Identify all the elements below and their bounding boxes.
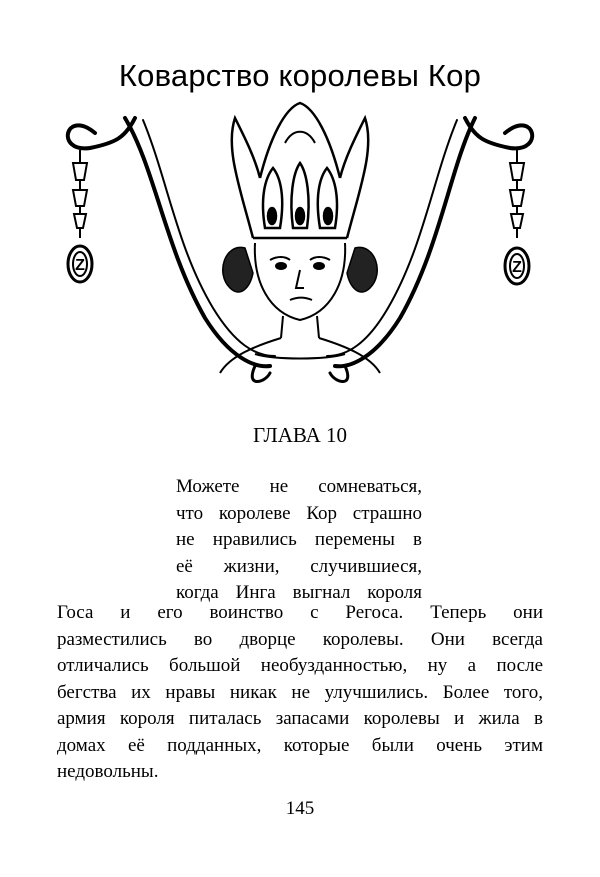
queen-face: [255, 243, 345, 320]
text-line: что королеве Кор страшно: [176, 502, 422, 524]
chapter-title: Коварство королевы Кор: [118, 58, 482, 93]
text-line: не нравились перемены в: [176, 529, 422, 550]
right-medallion-letter: Z: [512, 259, 522, 276]
right-pendant-ornament: [505, 150, 529, 284]
left-pendant-ornament: [68, 150, 92, 282]
text-line: армия короля питалась запасами королевы и жила в: [57, 708, 543, 729]
text-line: Госа и его воинство с Регоса. Теперь они: [57, 602, 543, 623]
wide-paragraph: [57, 600, 543, 786]
text-line: домах её подданных, которые были очень этим: [57, 734, 543, 756]
crown: [232, 103, 369, 238]
hair: [223, 247, 377, 292]
text-line: её жизни, случившиеся,: [176, 555, 422, 577]
text-line: разместились во дворце королевы. Они всегда: [57, 628, 543, 650]
text-line: когда Инга выгнал короля: [176, 582, 422, 603]
left-medallion-letter: Z: [75, 257, 85, 274]
page-number: 145: [285, 798, 315, 819]
text-line: недовольны.: [57, 761, 159, 782]
narrow-paragraph: [176, 474, 422, 607]
queen-illustration: [55, 98, 545, 398]
text-line: отличались большой необузданностью, ну а после: [57, 655, 543, 676]
text-line: Можете не сомневаться,: [176, 476, 422, 497]
text-line: бегства их нравы никак не улучшились. Более того,: [57, 681, 543, 703]
chapter-heading: ГЛАВА 10: [252, 423, 348, 447]
